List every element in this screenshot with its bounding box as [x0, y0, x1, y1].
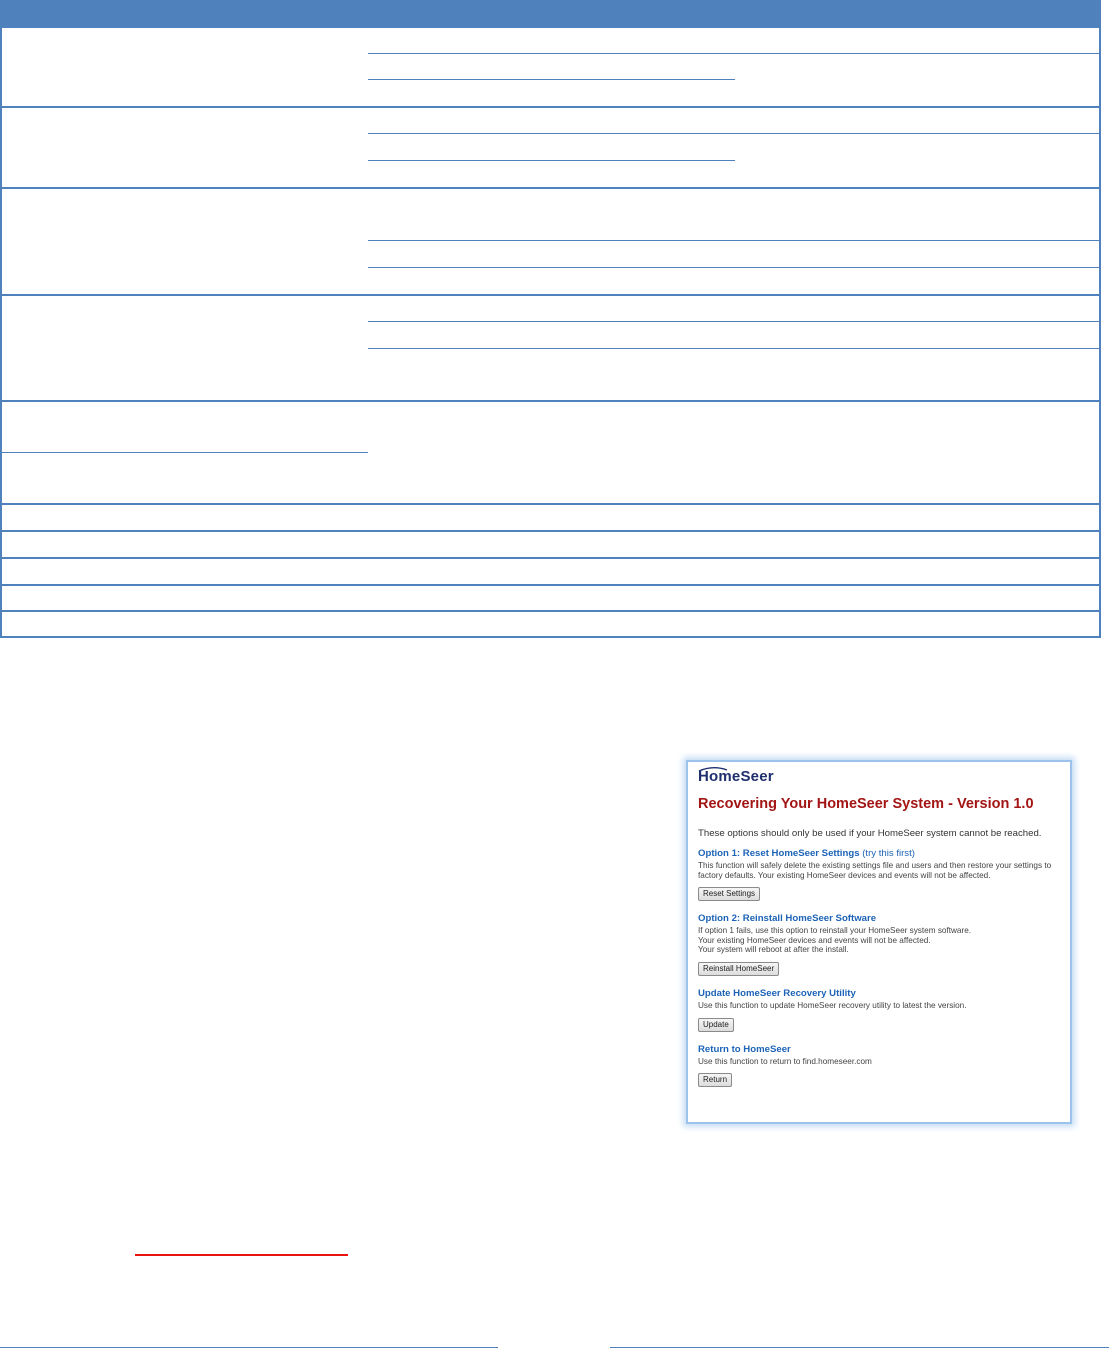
table-row-divider — [368, 53, 1101, 54]
option-1-title-note: (try this first) — [862, 848, 915, 859]
update-utility-description: Use this function to update HomeSeer recovery utility to latest the version. — [698, 1000, 967, 1010]
footer-rule-right — [610, 1347, 1109, 1348]
option-1-description: This function will safely delete the existing settings file and users and then restore your settings to factory defaults. Your existing HomeSeer devices and events will not be affected. — [698, 861, 1052, 880]
return-description: Use this function to return to find.homeseer.com — [698, 1056, 872, 1066]
table-row-divider — [368, 133, 1101, 134]
logo-text: HomeSeer — [698, 768, 774, 785]
page-title: Recovering Your HomeSeer System - Version 1.0 — [698, 796, 1034, 812]
table-row-divider — [368, 267, 1101, 268]
red-underline — [135, 1254, 348, 1256]
update-utility-title: Update HomeSeer Recovery Utility — [698, 987, 856, 999]
table-row-divider — [0, 530, 1101, 532]
table-row-divider — [368, 321, 1101, 322]
homeseer-logo — [698, 768, 774, 786]
table-row-divider — [368, 160, 735, 161]
footer-rule-left — [0, 1347, 498, 1348]
return-button[interactable]: Return — [698, 1073, 732, 1087]
option-2-description-line: If option 1 fails, use this option to reinstall your HomeSeer system software. — [698, 926, 972, 936]
option-2-description-line: Your existing HomeSeer devices and events will not be affected. — [698, 935, 931, 945]
table-row-divider — [368, 240, 1101, 241]
option-1-title — [698, 848, 1060, 859]
table-row-divider — [0, 106, 1101, 108]
table-row-divider — [0, 557, 1101, 559]
update-button[interactable]: Update — [698, 1018, 734, 1032]
table-header-row — [0, 0, 1101, 28]
table-row-divider — [0, 187, 1101, 189]
table-row-divider — [0, 400, 1101, 402]
option-1-title-text: Option 1: Reset HomeSeer Settings — [698, 848, 860, 859]
intro-text: These options should only be used if your HomeSeer system cannot be reached. — [698, 828, 1042, 839]
return-title: Return to HomeSeer — [698, 1043, 791, 1055]
option-2-title: Option 2: Reinstall HomeSeer Software — [698, 913, 877, 925]
table-row-divider — [368, 348, 1101, 349]
table-row-divider — [0, 294, 1101, 296]
reinstall-homeseer-button[interactable]: Reinstall HomeSeer — [698, 962, 779, 976]
table-row-divider — [0, 584, 1101, 586]
recovery-utility-screenshot — [686, 760, 1072, 1124]
table-row-divider — [0, 610, 1101, 612]
table-row-divider — [0, 503, 1101, 505]
table-row-divider — [368, 79, 735, 80]
reset-settings-button[interactable]: Reset Settings — [698, 887, 760, 901]
document-table — [0, 0, 1101, 638]
option-2-description — [698, 926, 1060, 955]
option-2-description-line: Your system will reboot at after the install. — [698, 945, 849, 955]
logo-swoosh-icon — [698, 766, 728, 772]
table-row-divider — [0, 452, 368, 453]
